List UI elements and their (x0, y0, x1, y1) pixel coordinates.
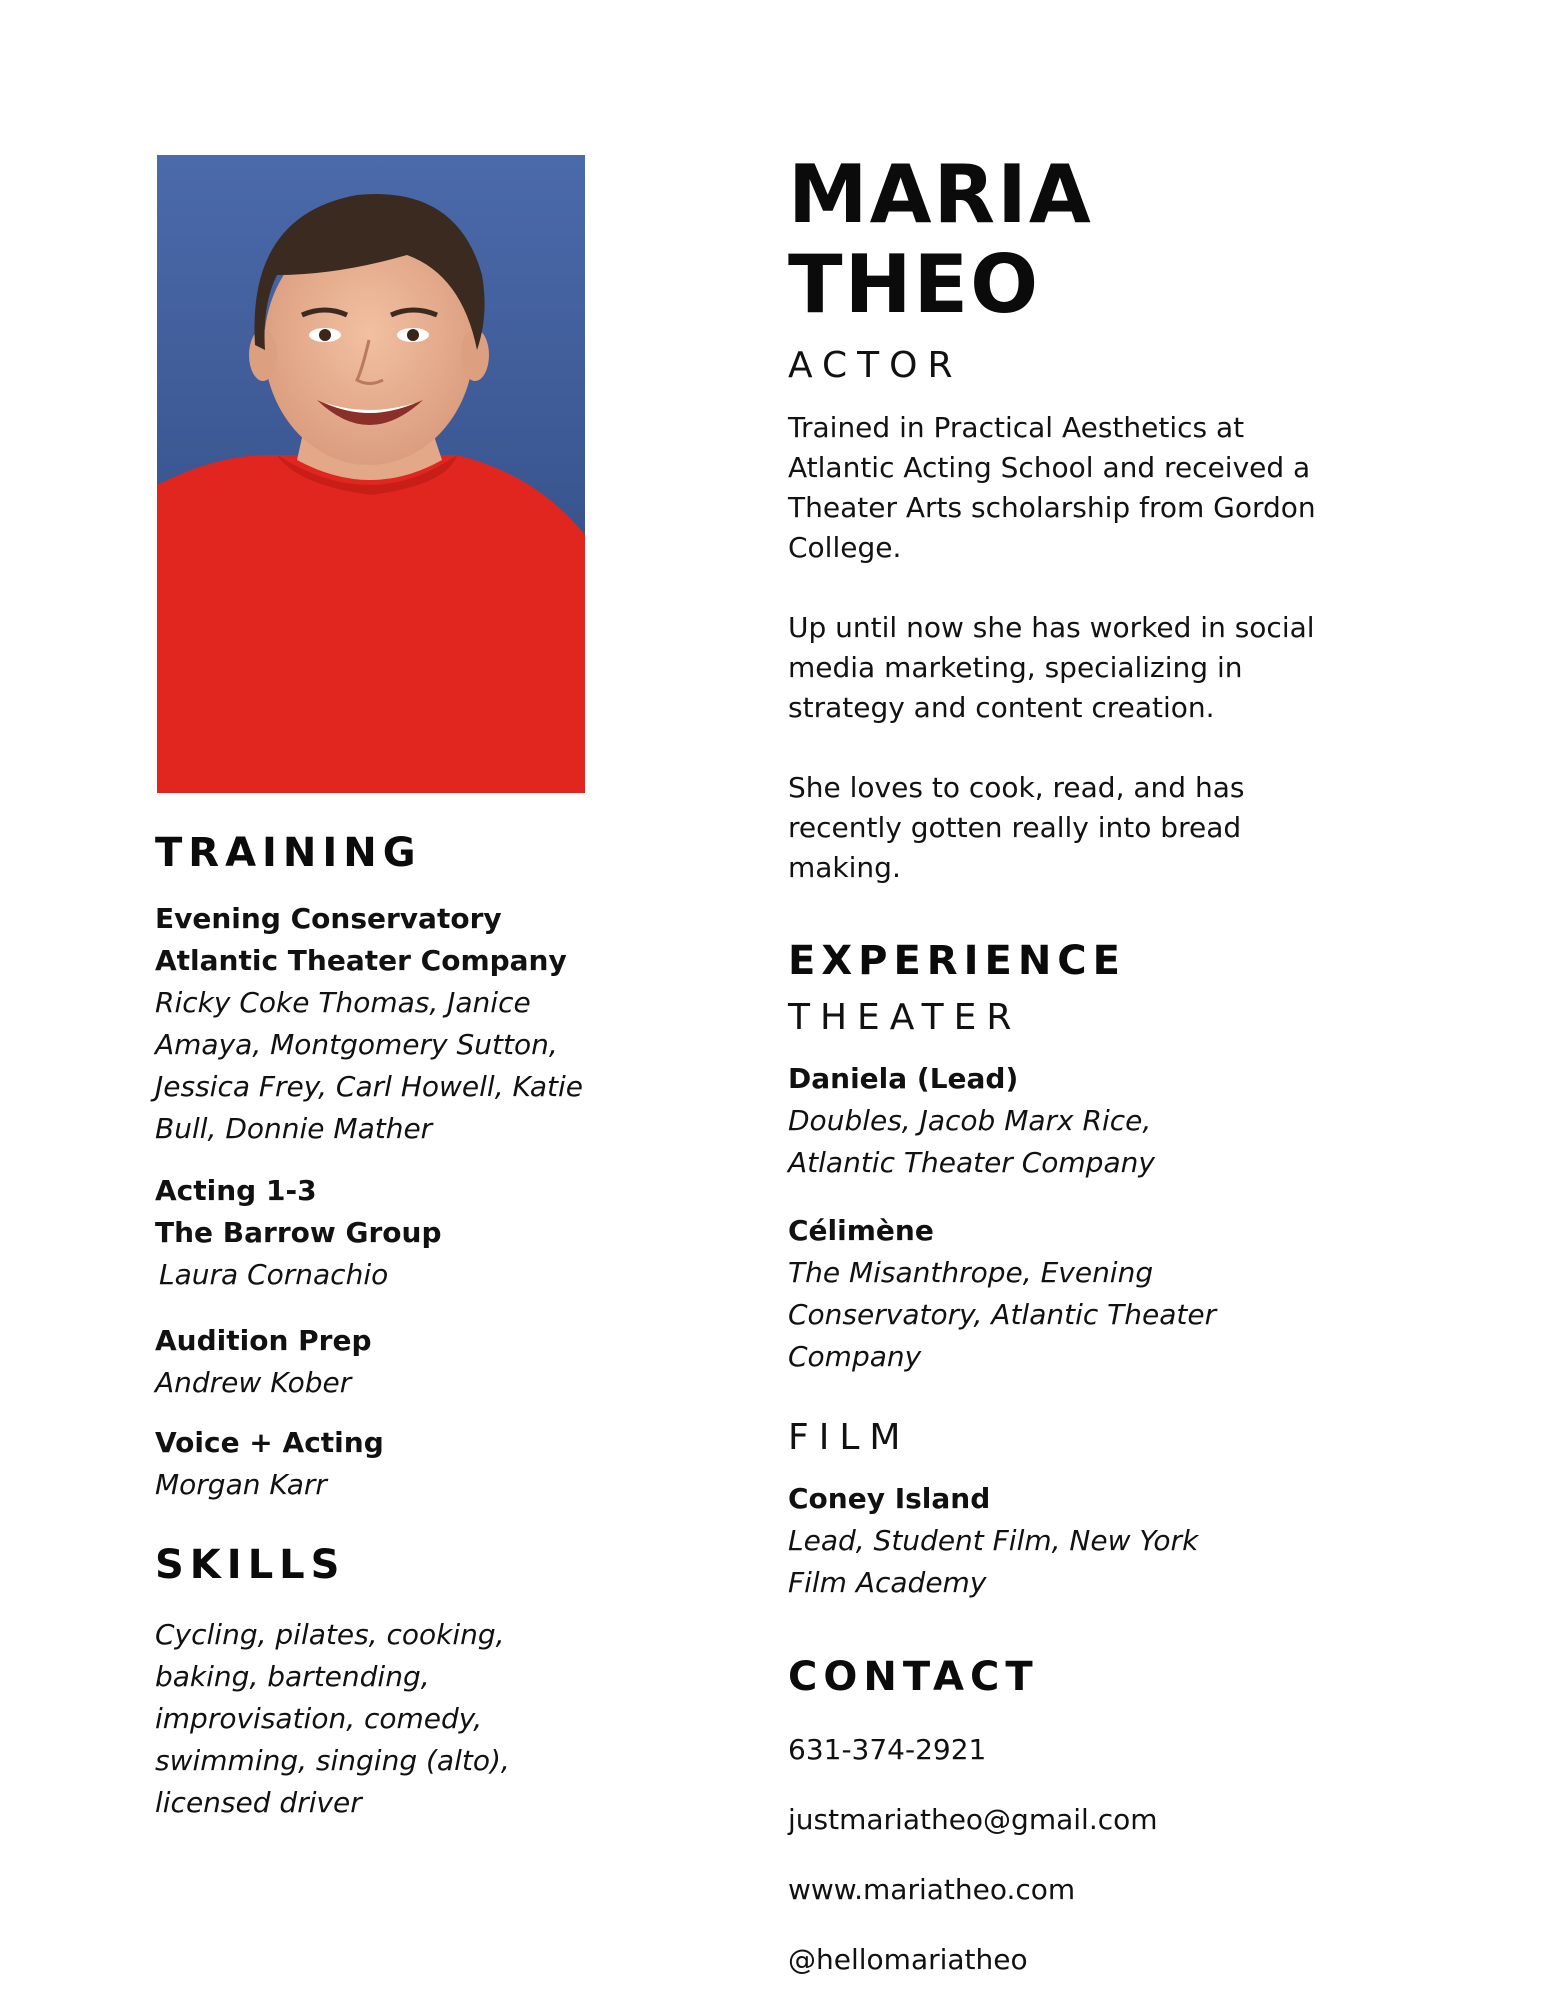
training-instructors: Andrew Kober (155, 1366, 352, 1399)
training-instructors: Laura Cornachio (159, 1258, 389, 1291)
training-entry (155, 1422, 605, 1506)
experience-detail: The Misanthrope, Evening Conservatory, Atlantic Theater Company (788, 1256, 1217, 1373)
theater-heading: THEATER (788, 997, 1022, 1038)
contact-section (788, 1654, 1348, 1980)
training-instructors: Morgan Karr (155, 1468, 327, 1501)
bio-paragraph: She loves to cook, read, and has recently gotten really into bread making. (788, 771, 1245, 884)
training-school: The Barrow Group (155, 1216, 442, 1249)
candidate-role: ACTOR (788, 345, 963, 386)
training-school: Atlantic Theater Company (155, 944, 567, 977)
skills-section (155, 1542, 605, 1824)
experience-detail: Doubles, Jacob Marx Rice, Atlantic Theater Company (788, 1104, 1155, 1179)
experience-entry (788, 1210, 1348, 1378)
training-program: Evening Conservatory (155, 902, 502, 935)
experience-entry (788, 1478, 1348, 1604)
contact-website[interactable]: www.mariatheo.com (788, 1873, 1076, 1906)
contact-email[interactable]: justmariatheo@gmail.com (788, 1803, 1158, 1836)
training-entry (155, 1170, 605, 1296)
contact-phone: 631-374-2921 (788, 1733, 987, 1766)
candidate-name: MARIA THEO (788, 148, 1093, 331)
contact-heading: CONTACT (788, 1654, 1039, 1700)
left-column (155, 830, 605, 1824)
bio (788, 408, 1348, 888)
training-entry (155, 898, 605, 1150)
bio-paragraph: Up until now she has worked in social media marketing, specializing in strategy and content creation. (788, 611, 1315, 724)
training-program: Acting 1-3 (155, 1174, 317, 1207)
headshot-photo (157, 155, 585, 793)
film-heading: FILM (788, 1417, 911, 1458)
right-column (788, 150, 1348, 1980)
training-instructors: Ricky Coke Thomas, Janice Amaya, Montgomery Sutton, Jessica Frey, Carl Howell, Katie Bull, Donnie Mather (155, 986, 584, 1145)
experience-entry (788, 1058, 1348, 1184)
training-heading: TRAINING (155, 830, 422, 876)
experience-heading: EXPERIENCE (788, 938, 1126, 984)
training-program: Audition Prep (155, 1324, 372, 1357)
experience-section (788, 938, 1348, 1604)
contact-handle: @hellomariatheo (788, 1943, 1028, 1976)
experience-role: Coney Island (788, 1482, 991, 1515)
experience-role: Daniela (Lead) (788, 1062, 1019, 1095)
bio-paragraph: Trained in Practical Aesthetics at Atlantic Acting School and received a Theater Arts scholarship from Gordon College. (788, 411, 1316, 564)
experience-role: Célimène (788, 1214, 934, 1247)
training-program: Voice + Acting (155, 1426, 384, 1459)
skills-list: Cycling, pilates, cooking, baking, bartending, improvisation, comedy, swimming, singing (alto), licensed driver (155, 1618, 510, 1819)
experience-detail: Lead, Student Film, New York Film Academy (788, 1524, 1199, 1599)
training-entry (155, 1320, 605, 1404)
skills-heading: SKILLS (155, 1542, 346, 1588)
